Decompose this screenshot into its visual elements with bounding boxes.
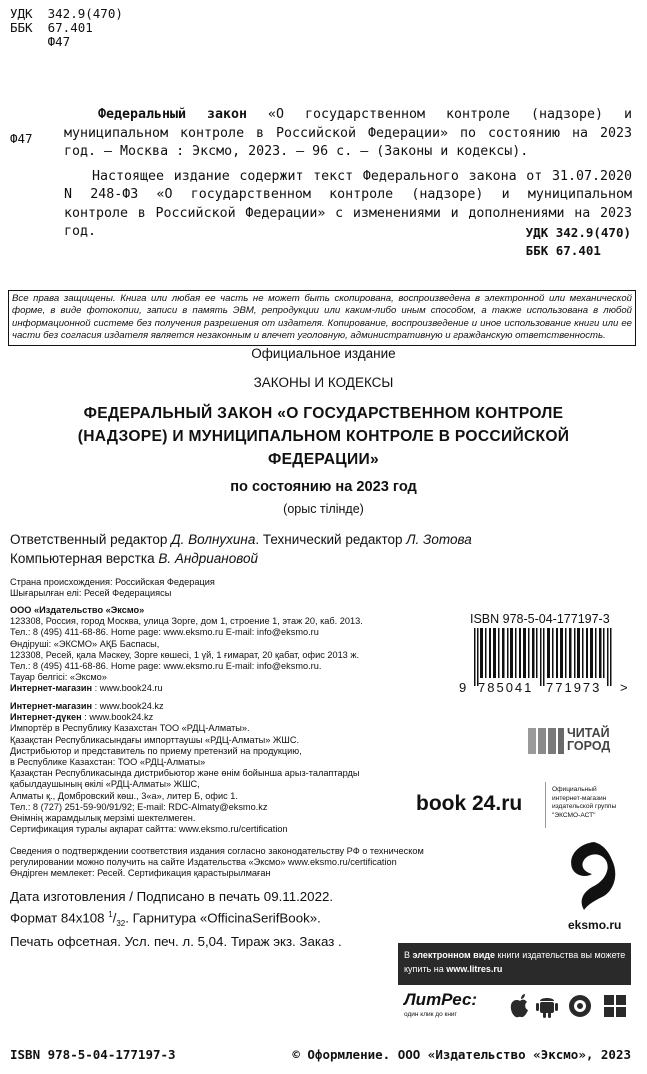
origin-block — [10, 577, 215, 599]
author-sign-left: Ф47 — [10, 131, 33, 146]
barcode-digits-left: 785041 — [478, 680, 534, 695]
kz-line: қабылдаушының өкілі «РДЦ-Алматы» ЖШС, — [10, 779, 200, 790]
book24-desc-line: "ЭКСМО-АСТ" — [552, 811, 596, 819]
resp-editor-label: Ответственный редактор — [10, 532, 172, 547]
chitai-line-1: ЧИТАЙ — [567, 726, 610, 740]
book24-desc-line: издательской группы — [552, 803, 617, 811]
print-run: Печать офсетная. Усл. печ. л. 5,04. Тираж экз. Заказ . — [10, 934, 342, 950]
publisher-block — [10, 605, 363, 695]
publisher-name: ООО «Издательство «Эксмо» — [10, 605, 145, 615]
barcode-digit-first: 9 — [459, 680, 467, 695]
manufacturer-contacts-kz: Тел.: 8 (495) 411-68-86. Home page: www.eksmo.ru E-mail: info@eksmo.ru. — [10, 661, 322, 672]
bib-title: Федеральный закон — [98, 107, 248, 122]
bib-description — [64, 106, 632, 162]
shop-kz-2 — [10, 712, 359, 723]
promo-mid: книги издательства вы можете — [494, 950, 626, 960]
litres-tagline: один клик до книг — [404, 1011, 457, 1018]
book-subtitle: по состоянию на 2023 год — [230, 479, 417, 495]
series-name: ЗАКОНЫ И КОДЕКСЫ — [253, 375, 394, 390]
barcode-icon — [474, 628, 622, 686]
kz-line: Қазақстан Республикасындағы импорттаушы «РДЦ-Алматы» ЖШС. — [10, 734, 300, 745]
shop-kz-label: Интернет-магазин — [10, 701, 93, 711]
shop-ru-label: Интернет-магазин — [10, 683, 93, 694]
copyright-notice-box: Все права защищены. Книга или любая ее часть не может быть скопирована, воспроизведена в электронной или механической форме, в виде фотокопии, записи в память ЭВМ, репродукции или каким-либо иным способом, а также использована в любой информационной системе без получения разрешения от издателя. Копирование, воспроизведение и иное использование книги или ее части без согласия издателя является незаконным и влечет уголовную, административную и гражданскую ответственность. — [8, 290, 636, 346]
official-edition: Официальное издание — [251, 346, 396, 361]
book24-desc-line: интернет-магазин — [552, 794, 607, 802]
title-line-3: ФЕДЕРАЦИИ» — [268, 451, 379, 468]
publisher-contacts: Тел.: 8 (495) 411-68-86. Home page: www.eksmo.ru E-mail: info@eksmo.ru — [10, 627, 319, 638]
litres-promo-box[interactable] — [398, 943, 631, 985]
kz-line: Өнімнің жарамдылық мерзімі шектелмеген. — [10, 813, 196, 824]
bbk-code-2: ББК 67.401 — [525, 243, 601, 258]
kz-line: Дистрибьютор и представитель по приему претензий на продукцию, — [10, 745, 302, 756]
origin-ru: Страна происхождения: Российская Федерация — [10, 577, 215, 587]
book24-divider — [545, 782, 546, 828]
kz-line: Сертификация туралы ақпарат сайтта: www.eksmo.ru/certification — [10, 824, 288, 835]
kz-block — [10, 701, 359, 835]
author-sign: Ф47 — [10, 34, 71, 49]
format-den: 32 — [116, 919, 126, 929]
kz-line: Импортёр в Республику Казахстан ТОО «РДЦ-Алматы». — [10, 723, 250, 734]
udk-bbk-block — [526, 224, 631, 260]
promo-site: www.litres.ru — [446, 964, 503, 974]
book24-description — [552, 786, 616, 820]
shop-ru-url: : www.book24.ru — [92, 683, 163, 694]
trademark: Тауар белгісі: «Эксмо» — [10, 672, 107, 683]
isbn-top: ISBN 978-5-04-177197-3 — [470, 612, 610, 626]
print-format: Формат 84x108 $^1/_{32}$. Гарнитура «OfficinaSerifBook». — [10, 910, 321, 929]
credits — [10, 530, 472, 568]
kz-line: Алматы қ., Домбровский көш., 3«а», литер Б, офис 1. — [10, 790, 238, 801]
tech-editor-name: Л. Зотова — [406, 532, 472, 547]
cert-line: Сведения о подтверждении соответствия издания согласно законодательству РФ о техническом — [10, 846, 424, 856]
resp-editor-name: Д. Волнухина — [171, 532, 256, 547]
promo-pre: В — [404, 950, 413, 960]
tech-editor-label: . Технический редактор — [255, 532, 407, 547]
print-info — [10, 888, 342, 951]
promo-bold: электронном виде — [412, 950, 495, 960]
udk-code: УДК 342.9(470) — [10, 6, 123, 21]
eksmo-logo-icon — [560, 838, 620, 916]
shop-kz-2-label: Интернет-дүкен — [10, 712, 82, 723]
shop-kz — [10, 701, 359, 712]
barcode-digits-right: 771973 — [546, 680, 602, 695]
bib-rest: «О государственном контроле (надзоре) и муниципальном контроле в Российской Федерации» по состоянию на 2023 год. — Москва : Эксмо, 2023. — 96 с. — (Законы и кодексы). — [64, 107, 633, 159]
certification-block — [10, 846, 424, 880]
format-rest: . Гарнитура «OfficinaSerifBook». — [125, 910, 321, 926]
udk-code-2: УДК 342.9(470) — [525, 225, 631, 240]
apple-icon — [511, 994, 528, 1017]
chitai-line-2: ГОРОД — [567, 739, 611, 753]
layout-label: Компьютерная верстка — [10, 551, 159, 566]
book24-logo: book 24.ru — [416, 792, 523, 815]
manufacturer-kz: Өндіруші: «ЭКСМО» АҚБ Баспасы, — [10, 638, 160, 649]
title-line-1: ФЕДЕРАЛЬНЫЙ ЗАКОН «О ГОСУДАРСТВЕННОМ КОНТРОЛЕ — [83, 405, 564, 422]
cert-line: регулировании можно получить на сайте Издательства «Эксмо» www.eksmo.ru/certification — [10, 857, 397, 868]
bib-annotation: Настоящее издание содержит текст Федерального закона от 31.07.2020 N 248-ФЗ «О государственном контроле (надзоре) и муниципальном контроле в Российской Федерации» с изменениями и дополнениями на 2023 год. — [64, 168, 632, 239]
eksmo-site: eksmo.ru — [568, 918, 622, 932]
publisher-address: 123308, Россия, город Москва, улица Зорге, дом 1, строение 1, этаж 20, каб. 2013. — [10, 616, 363, 627]
barcode-digit-end: > — [620, 680, 628, 695]
windows-icon — [604, 995, 626, 1017]
shop-ru — [10, 683, 363, 694]
footer-copyright: © Оформление. ООО «Издательство «Эксмо», 2023 — [292, 1047, 631, 1062]
book-title — [0, 402, 647, 471]
title-line-2: (НАДЗОРЕ) И МУНИЦИПАЛЬНОМ КОНТРОЛЕ В РОССИЙСКОЙ — [77, 428, 570, 445]
language-note: (орыс тілінде) — [283, 502, 364, 516]
cert-line: Өндірген мемлекет: Ресей. Сертификация қарастырылмаған — [10, 868, 271, 879]
book24-desc-line: Официальный — [552, 786, 597, 793]
chitai-gorod-text — [567, 727, 610, 753]
layout-name: В. Андриановой — [158, 551, 258, 566]
origin-kz: Шығарылған елі: Ресей Федерациясы — [10, 588, 172, 599]
android-icon — [536, 998, 558, 1018]
format-label: Формат 84x108 — [10, 910, 109, 926]
chitai-gorod-logo-icon — [528, 728, 564, 754]
promo-line2-pre: купить на — [404, 964, 447, 974]
footer-isbn: ISBN 978-5-04-177197-3 — [10, 1047, 176, 1062]
editors-line — [10, 530, 472, 549]
litres-promo-line-2 — [404, 962, 625, 976]
shop-kz-url: : www.book24.kz — [92, 701, 164, 711]
bbk-code: ББК 67.401 — [10, 20, 93, 35]
kz-line: Тел.: 8 (727) 251-59-90/91/92; E-mail: RDC-Almaty@eksmo.kz — [10, 801, 268, 812]
catalog-codes — [10, 7, 123, 49]
platform-icons — [508, 993, 628, 1019]
kz-line: в Республике Казахстан: ТОО «РДЦ-Алматы» — [10, 757, 206, 768]
litres-logo: ЛитРес: — [404, 990, 478, 1009]
litres-promo-line-1 — [404, 948, 625, 962]
layout-line — [10, 549, 472, 568]
print-date: Дата изготовления / Подписано в печать 09.11.2022. — [10, 889, 334, 904]
manufacturer-address-kz: 123308, Ресей, қала Мәскеу, Зорге көшесі, 1 үй, 1 ғимарат, 20 қабат, офис 2013 ж. — [10, 649, 360, 660]
bibliographic-record — [64, 106, 632, 242]
kz-line: Қазақстан Республикасында дистрибьютор және өнім бойынша арыз-талаптарды — [10, 768, 360, 779]
format-num: 1 — [108, 910, 113, 919]
shop-kz-2-url: : www.book24.kz — [81, 712, 154, 723]
